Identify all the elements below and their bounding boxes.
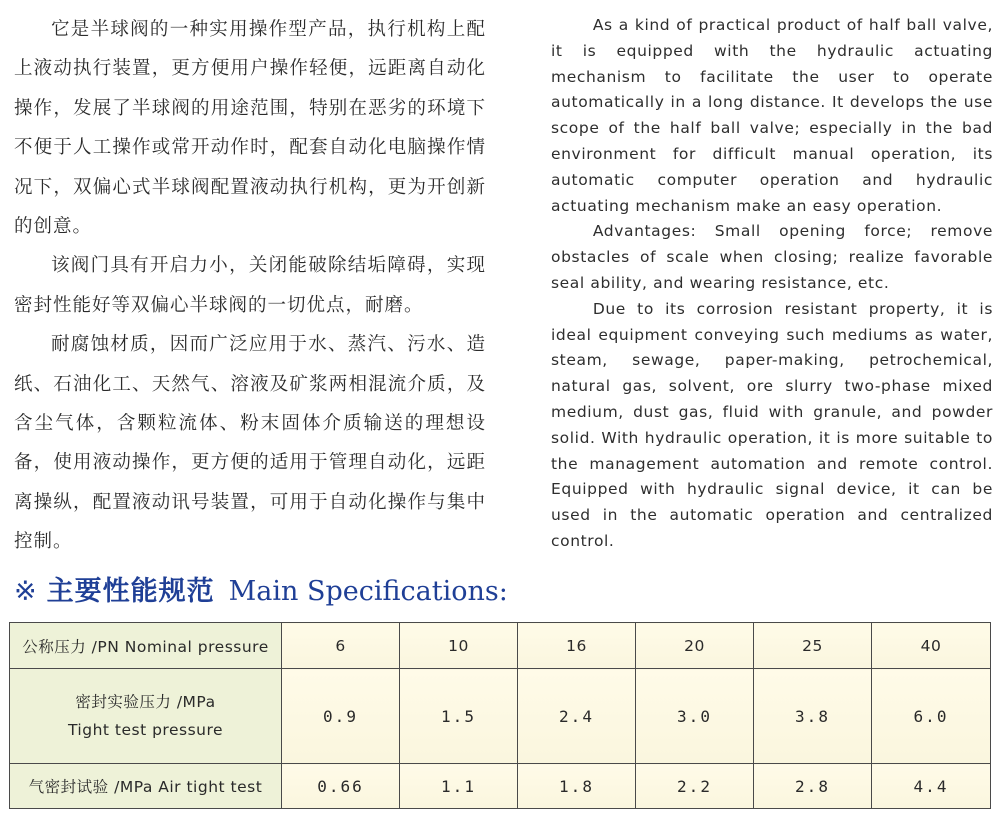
table-cell: 3.0 (636, 669, 754, 764)
specifications-table (9, 622, 991, 809)
table-row-nominal-pressure (10, 623, 991, 669)
english-description (551, 13, 993, 555)
row-label-text: 气密封试验 /MPa Air tight test (28, 778, 263, 796)
table-cell: 2.4 (518, 669, 636, 764)
table-cell: 10 (400, 623, 518, 669)
table-row-tight-test (10, 669, 991, 764)
zh-paragraph-3: 耐腐蚀材质，因而广泛应用于水、蒸汽、污水、造纸、石油化工、天然气、溶液及矿浆两相混流介质，及含尘气体，含颗粒流体、粉末固体介质输送的理想设备，使用液动操作，更方便的适用于管理自动化，远距离操纵，配置液动讯号装置，可用于自动化操作与集中控制。 (14, 334, 486, 553)
table-cell: 6.0 (872, 669, 991, 764)
table-cell: 0.66 (282, 764, 400, 809)
row-label-text: 公称压力 /PN Nominal pressure (22, 637, 269, 656)
table-cell: 16 (518, 623, 636, 669)
chinese-description (14, 10, 486, 562)
row-label (10, 623, 282, 669)
table-cell: 2.8 (754, 764, 872, 809)
row-label-text: 密封实验压力 /MPa (75, 693, 216, 711)
table-cell: 3.8 (754, 669, 872, 764)
section-heading (14, 574, 508, 610)
table-cell: 1.1 (400, 764, 518, 809)
row-label (10, 764, 282, 809)
table-cell: 6 (282, 623, 400, 669)
table-cell: 2.2 (636, 764, 754, 809)
heading-english: Main Specifications: (228, 576, 508, 607)
table-cell: 0.9 (282, 669, 400, 764)
table-row-air-tight-test (10, 764, 991, 809)
zh-paragraph-2: 该阀门具有开启力小，关闭能破除结垢障碍，实现密封性能好等双偏心半球阀的一切优点，耐磨。 (14, 255, 486, 316)
en-paragraph-3: Due to its corrosion resistant property, it is ideal equipment conveying such mediums as water, steam, sewage, paper-making, petrochemical, natural gas, solvent, ore slurry two-phase mixed medium, dust gas, fluid with granule, and powder solid. With hydraulic operation, it is more suitable to the management automation and remote control. Equipped with hydraulic signal device, it can be used in the automatic operation and centralized control. (551, 299, 993, 550)
table-cell: 4.4 (872, 764, 991, 809)
table-cell: 1.8 (518, 764, 636, 809)
table-cell: 40 (872, 623, 991, 669)
reference-mark-icon: ※ (14, 576, 37, 607)
en-paragraph-1: As a kind of practical product of half ball valve, it is equipped with the hydraulic actuating mechanism to facilitate the user to operate automatically in a long distance. It develops the use scope of the half ball valve; especially in the bad environment for difficult manual operation, its automatic computer operation and hydraulic actuating mechanism make an easy operation. (551, 16, 993, 215)
table-cell: 20 (636, 623, 754, 669)
table-cell: 25 (754, 623, 872, 669)
heading-chinese: 主要性能规范 (46, 576, 215, 607)
row-label (10, 669, 282, 764)
zh-paragraph-1: 它是半球阀的一种实用操作型产品，执行机构上配上液动执行装置，更方便用户操作轻便，远距离自动化操作，发展了半球阀的用途范围，特别在恶劣的环境下不便于人工操作或常开动作时，配套自动化电脑操作情况下，双偏心式半球阀配置液动执行机构，更为开创新的创意。 (14, 19, 486, 238)
en-paragraph-2: Advantages: Small opening force; remove obstacles of scale when closing; realize favorable seal ability, and wearing resistance, etc. (551, 222, 993, 292)
row-label-subtext: Tight test pressure (67, 721, 224, 739)
table-cell: 1.5 (400, 669, 518, 764)
